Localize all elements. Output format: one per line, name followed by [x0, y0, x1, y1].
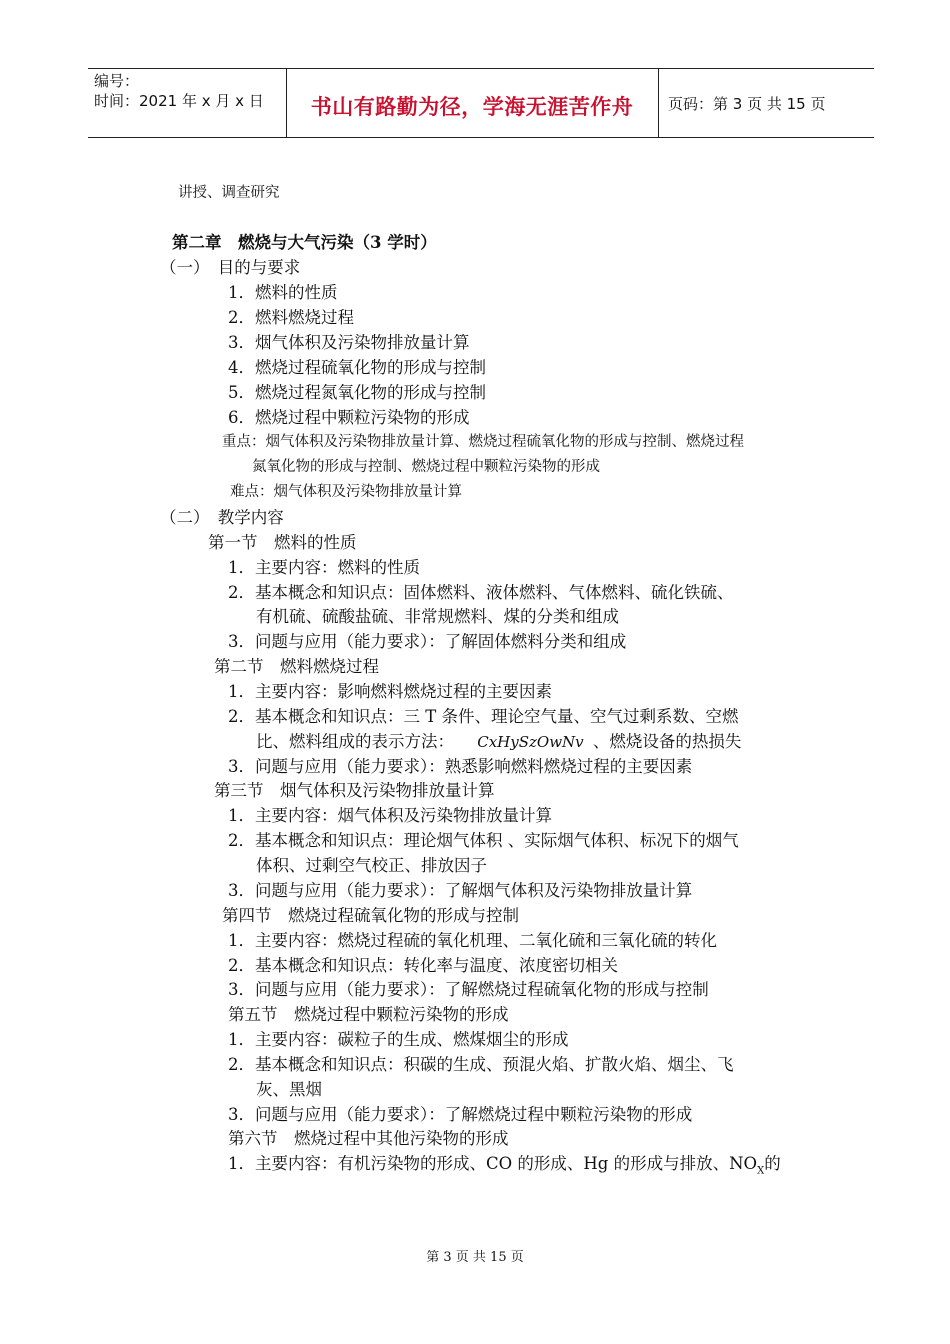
header-meta-cell	[88, 69, 287, 137]
section-1-title: 第一节 燃料的性质	[208, 533, 357, 552]
list-item: 3．问题与应用（能力要求）：了解烟气体积及污染物排放量计算	[228, 881, 693, 900]
list-item: 3．问题与应用（能力要求）：了解燃烧过程硫氧化物的形成与控制	[228, 980, 709, 999]
key-points-line-2: 氮氧化物的形成与控制、燃烧过程中颗粒污染物的形成	[252, 459, 600, 475]
list-item: 3．问题与应用（能力要求）：熟悉影响燃料燃烧过程的主要因素	[228, 757, 693, 776]
section-heading-objectives: （一） 目的与要求	[160, 258, 301, 277]
header-table	[88, 68, 874, 138]
list-item-text: 1．主要内容：有机污染物的形成、CO 的形成、Hg 的形成与排放、NO	[228, 1154, 758, 1173]
list-item-continuation: 体积、过剩空气校正、排放因子	[256, 856, 487, 875]
list-item-continuation	[256, 731, 741, 753]
list-item-tail: 的	[764, 1154, 781, 1173]
section-4-title: 第四节 燃烧过程硫氧化物的形成与控制	[222, 906, 519, 925]
list-item: 1．主要内容：燃烧过程硫的氧化机理、二氧化硫和三氧化硫的转化	[228, 931, 717, 950]
section-2-title: 第二节 燃料燃烧过程	[214, 657, 379, 676]
section-5-title: 第五节 燃烧过程中颗粒污染物的形成	[228, 1005, 509, 1024]
list-item: 3．问题与应用（能力要求）：了解燃烧过程中颗粒污染物的形成	[228, 1105, 693, 1124]
page-label: 页码：第 3 页 共 15 页	[668, 95, 826, 113]
difficult-points: 难点：烟气体积及污染物排放量计算	[230, 484, 462, 500]
nox-subscript: X	[757, 1165, 765, 1177]
header-page-cell	[658, 69, 874, 137]
list-item-continuation: 有机硫、硫酸盐硫、非常规燃料、煤的分类和组成	[256, 607, 619, 626]
fuel-formula: CxHySzOwNv	[477, 733, 584, 751]
objective-item: 2．燃料燃烧过程	[228, 308, 354, 327]
teaching-method: 讲授、调查研究	[178, 185, 280, 201]
key-points-line-1: 重点：烟气体积及污染物排放量计算、燃烧过程硫氧化物的形成与控制、燃烧过程	[222, 434, 744, 450]
objective-item: 3．烟气体积及污染物排放量计算	[228, 333, 470, 352]
section-3-title: 第三节 烟气体积及污染物排放量计算	[214, 781, 495, 800]
objective-item: 5．燃烧过程氮氧化物的形成与控制	[228, 383, 486, 402]
list-item: 2．基本概念和知识点：积碳的生成、预混火焰、扩散火焰、烟尘、飞	[228, 1055, 734, 1074]
list-item: 3．问题与应用（能力要求）：了解固体燃料分类和组成	[228, 632, 627, 651]
fuel-formula-tail: 、燃烧设备的热损失	[592, 732, 742, 751]
list-item: 2．基本概念和知识点：理论烟气体积 、实际烟气体积、标况下的烟气	[228, 831, 739, 850]
page-footer: 第 3 页 共 15 页	[426, 1250, 524, 1265]
list-item: 2．基本概念和知识点：转化率与温度、浓度密切相关	[228, 956, 618, 975]
list-item	[228, 1153, 781, 1182]
list-item: 2．基本概念和知识点：三 T 条件、理论空气量、空气过剩系数、空燃	[228, 707, 739, 726]
list-item-continuation: 灰、黑烟	[256, 1080, 322, 1099]
chapter-title: 第二章 燃烧与大气污染（3 学时）	[172, 233, 437, 252]
section-6-title: 第六节 燃烧过程中其他污染物的形成	[228, 1129, 509, 1148]
header-motto-cell	[286, 69, 659, 137]
date-label: 时间：2021 年 x 月 x 日	[94, 92, 264, 110]
list-item: 1．主要内容：燃料的性质	[228, 558, 420, 577]
list-item: 1．主要内容：碳粒子的生成、燃煤烟尘的形成	[228, 1030, 569, 1049]
motto: 书山有路勤为径，学海无涯苦作舟	[310, 95, 634, 119]
list-item: 1．主要内容：影响燃料燃烧过程的主要因素	[228, 682, 552, 701]
fuel-formula-label: 比、燃料组成的表示方法：	[256, 732, 454, 751]
serial-label: 编号：	[94, 72, 140, 90]
objective-item: 4．燃烧过程硫氧化物的形成与控制	[228, 358, 486, 377]
list-item: 2．基本概念和知识点：固体燃料、液体燃料、气体燃料、硫化铁硫、	[228, 583, 734, 602]
objective-item: 6．燃烧过程中颗粒污染物的形成	[228, 408, 470, 427]
list-item: 1．主要内容：烟气体积及污染物排放量计算	[228, 806, 552, 825]
objective-item: 1．燃料的性质	[228, 283, 338, 302]
section-heading-content: （二） 教学内容	[160, 508, 284, 527]
